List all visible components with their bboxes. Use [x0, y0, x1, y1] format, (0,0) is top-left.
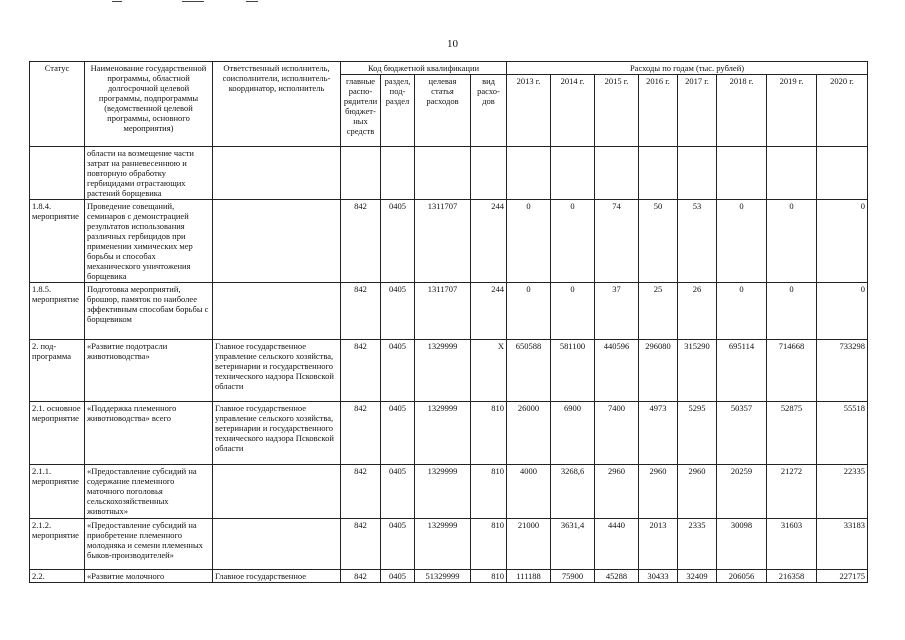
cell-grbs: 842 [341, 283, 381, 340]
cell-value: 0 [767, 283, 817, 340]
cell-section: 0405 [381, 200, 415, 283]
cell-value: 55518 [817, 402, 868, 465]
cell-name: Проведение совещаний, семинаров с демонстрацией результатов использования различных гербицидов при применении химических мер борьбы и способах механического уничтожения борщевика [85, 200, 213, 283]
cell-value [717, 147, 767, 200]
cell-responsible: Главное государственное управление сельского хозяйства, ветеринарии и государственного технического надзора Псковской области [213, 340, 341, 402]
cell-type: 810 [471, 465, 507, 519]
cell-grbs: 842 [341, 402, 381, 465]
cell-value: 315290 [678, 340, 717, 402]
header-expenses: Расходы по годам (тыс. рублей) [507, 62, 868, 75]
header-name: Наименование государственной программы, областной долгосрочной целевой программы, подпрограммы (ведомственной целевой программы, основного мероприятия) [85, 62, 213, 147]
cell-status: 2.2. [30, 570, 85, 583]
header-year: 2016 г. [639, 75, 678, 147]
cell-type: 244 [471, 283, 507, 340]
cell-value: 3268,6 [551, 465, 595, 519]
cell-value: 4440 [595, 519, 639, 570]
page-number: 10 [447, 38, 458, 50]
cell-section: 0405 [381, 340, 415, 402]
header-budget-code: Код бюджетной квалификации [341, 62, 507, 75]
cell-responsible [213, 465, 341, 519]
cell-value [817, 147, 868, 200]
cell-status: 1.8.5. мероприятие [30, 283, 85, 340]
cell-value: 4000 [507, 465, 551, 519]
cell-value: 53 [678, 200, 717, 283]
cell-target: 51329999 [415, 570, 471, 583]
cell-status: 2.1.2. мероприятие [30, 519, 85, 570]
cell-responsible [213, 519, 341, 570]
cell-value: 21272 [767, 465, 817, 519]
cell-value: 0 [507, 283, 551, 340]
cell-name: «Предоставление субсидий на содержание племенного маточного поголовья сельскохозяйственных животных» [85, 465, 213, 519]
cell-value: 75900 [551, 570, 595, 583]
cell-section [381, 147, 415, 200]
cell-value: 0 [767, 200, 817, 283]
cell-value: 32409 [678, 570, 717, 583]
cell-name: «Развитие подотрасли животноводства» [85, 340, 213, 402]
cell-value [507, 147, 551, 200]
header-grbs: главные распо-рядители бюджет-ных средств [341, 75, 381, 147]
header-year: 2013 г. [507, 75, 551, 147]
cell-target: 1329999 [415, 340, 471, 402]
cell-type: Х [471, 340, 507, 402]
cell-value: 52875 [767, 402, 817, 465]
cell-target: 1329999 [415, 519, 471, 570]
cell-responsible [213, 147, 341, 200]
table-row [30, 519, 868, 570]
cell-status: 1.8.4. мероприятие [30, 200, 85, 283]
table-row [30, 340, 868, 402]
cell-type: 244 [471, 200, 507, 283]
cell-status: 2. под-программа [30, 340, 85, 402]
header-year: 2019 г. [767, 75, 817, 147]
cell-value: 2013 [639, 519, 678, 570]
header-year: 2015 г. [595, 75, 639, 147]
cell-target: 1329999 [415, 465, 471, 519]
cell-target [415, 147, 471, 200]
cell-value: 31603 [767, 519, 817, 570]
cell-value: 581100 [551, 340, 595, 402]
cell-value: 0 [817, 283, 868, 340]
cell-value [767, 147, 817, 200]
cell-value: 50 [639, 200, 678, 283]
cell-value: 21000 [507, 519, 551, 570]
cell-section: 0405 [381, 465, 415, 519]
cell-value: 20259 [717, 465, 767, 519]
cell-value: 37 [595, 283, 639, 340]
cell-value: 33183 [817, 519, 868, 570]
cell-name: Подготовка мероприятий, брошюр, памяток по наиболее эффективным способам борьбы с борщевиком [85, 283, 213, 340]
cell-name: «Развитие молочного [85, 570, 213, 583]
cell-value: 206056 [717, 570, 767, 583]
cell-value: 2335 [678, 519, 717, 570]
table-row [30, 147, 868, 200]
cell-section: 0405 [381, 519, 415, 570]
cell-value: 0 [717, 200, 767, 283]
table-row [30, 200, 868, 283]
cell-section: 0405 [381, 570, 415, 583]
cell-responsible: Главное государственное управление сельского хозяйства, ветеринарии и государственного технического надзора Псковской области [213, 402, 341, 465]
cell-value [551, 147, 595, 200]
table-row [30, 283, 868, 340]
cell-value: 26000 [507, 402, 551, 465]
table-row [30, 402, 868, 465]
cell-responsible [213, 200, 341, 283]
header-year: 2017 г. [678, 75, 717, 147]
cell-grbs: 842 [341, 519, 381, 570]
cell-target: 1311707 [415, 283, 471, 340]
cell-grbs: 842 [341, 465, 381, 519]
header-status: Статус [30, 62, 85, 147]
cell-responsible [213, 283, 341, 340]
cell-target: 1311707 [415, 200, 471, 283]
cell-value [678, 147, 717, 200]
header-year: 2020 г. [817, 75, 868, 147]
cell-grbs [341, 147, 381, 200]
cell-type: 810 [471, 519, 507, 570]
cell-status [30, 147, 85, 200]
cell-value: 45288 [595, 570, 639, 583]
cell-status: 2.1. основное мероприятие [30, 402, 85, 465]
cell-value: 0 [717, 283, 767, 340]
cell-section: 0405 [381, 402, 415, 465]
cell-value: 5295 [678, 402, 717, 465]
cell-value: 440596 [595, 340, 639, 402]
cell-value: 74 [595, 200, 639, 283]
table-row [30, 570, 868, 583]
cell-value: 695114 [717, 340, 767, 402]
budget-table [29, 61, 868, 583]
cell-grbs: 842 [341, 200, 381, 283]
cell-value [639, 147, 678, 200]
header-section: раздел, под-раздел [381, 75, 415, 147]
header-year: 2018 г. [717, 75, 767, 147]
cell-type [471, 147, 507, 200]
cell-value: 227175 [817, 570, 868, 583]
cell-value: 216358 [767, 570, 817, 583]
cell-value: 22335 [817, 465, 868, 519]
cell-value: 26 [678, 283, 717, 340]
cell-value: 4973 [639, 402, 678, 465]
cell-responsible: Главное государственное [213, 570, 341, 583]
cell-value: 2960 [639, 465, 678, 519]
header-type: вид расхо-дов [471, 75, 507, 147]
header-responsible: Ответственный исполнитель, соисполнители, исполнитель-координатор, исполнитель [213, 62, 341, 147]
cell-value [595, 147, 639, 200]
cell-grbs: 842 [341, 340, 381, 402]
cell-name: «Предоставление субсидий на приобретение племенного молодняка и семени племенных быков-производителей» [85, 519, 213, 570]
cell-value: 2960 [678, 465, 717, 519]
header-target: целевая статья расходов [415, 75, 471, 147]
cell-value: 6900 [551, 402, 595, 465]
cell-type: 810 [471, 402, 507, 465]
cell-value: 650588 [507, 340, 551, 402]
header-year: 2014 г. [551, 75, 595, 147]
cell-value: 296080 [639, 340, 678, 402]
cell-value: 30098 [717, 519, 767, 570]
cell-target: 1329999 [415, 402, 471, 465]
cell-value: 0 [551, 283, 595, 340]
cell-status: 2.1.1. мероприятие [30, 465, 85, 519]
cell-value: 0 [507, 200, 551, 283]
cell-value: 111188 [507, 570, 551, 583]
cell-value: 30433 [639, 570, 678, 583]
cell-section: 0405 [381, 283, 415, 340]
cell-grbs: 842 [341, 570, 381, 583]
cell-value: 7400 [595, 402, 639, 465]
cell-value: 714668 [767, 340, 817, 402]
cell-value: 0 [817, 200, 868, 283]
cell-value: 25 [639, 283, 678, 340]
cell-value: 0 [551, 200, 595, 283]
cell-value: 3631,4 [551, 519, 595, 570]
cell-type: 810 [471, 570, 507, 583]
cell-value: 2960 [595, 465, 639, 519]
cell-name: области на возмещение части затрат на ранневесеннюю и повторную обработку гербицидами отрастающих растений борщевика [85, 147, 213, 200]
cell-name: «Поддержка племенного животноводства» всего [85, 402, 213, 465]
cell-value: 50357 [717, 402, 767, 465]
cell-value: 733298 [817, 340, 868, 402]
scan-edge-lines [0, 0, 905, 4]
table-row [30, 465, 868, 519]
